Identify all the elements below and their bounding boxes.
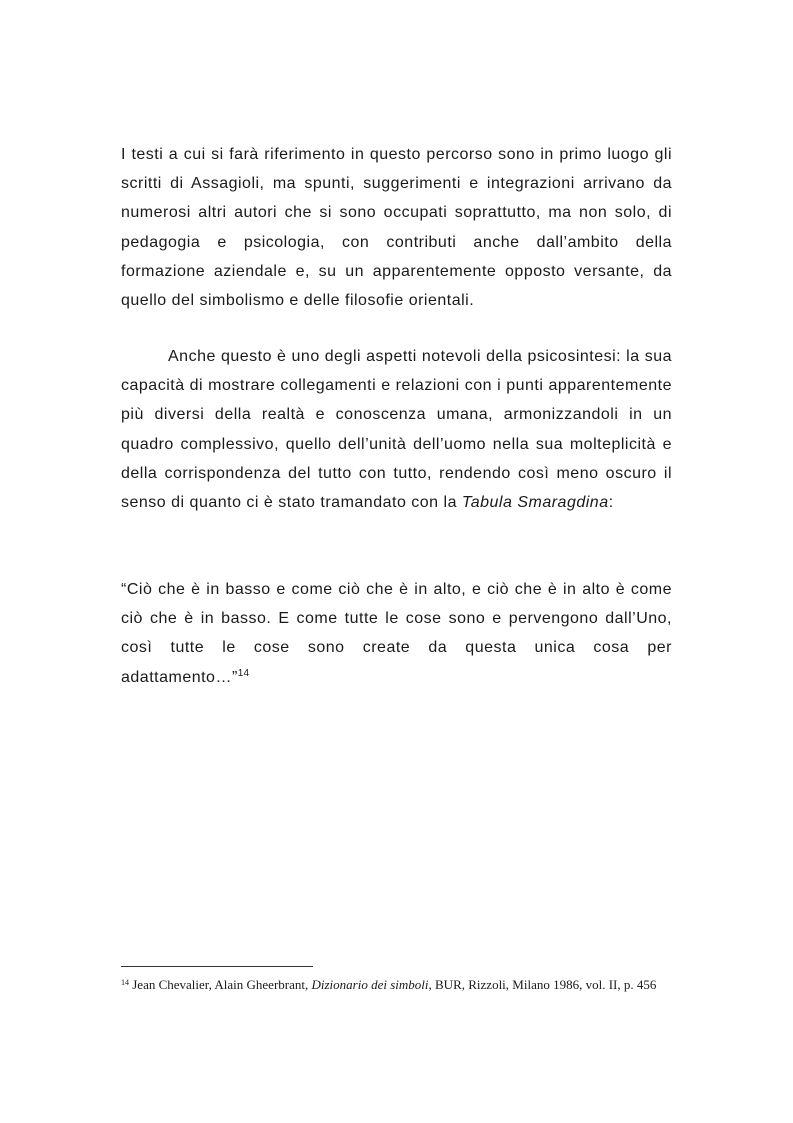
- footnote-divider: [121, 966, 313, 967]
- footnote-reference[interactable]: 14: [237, 667, 250, 679]
- body-paragraph-2: [121, 342, 672, 517]
- quotation-body: “Ciò che è in basso e come ciò che è in alto, e ciò che è in alto è come ciò che è in basso. E come tutte le cose sono e pervengono dall’Uno, così tutte le cose sono create da questa unica cosa per adattamento…”: [121, 581, 672, 686]
- paragraph-text-end: :: [608, 494, 614, 512]
- quotation-block: [121, 575, 672, 692]
- paragraph-text: I testi a cui si farà riferimento in questo percorso sono in primo luogo gli scritti di Assagioli, ma spunti, suggerimenti e integrazioni arrivano da numerosi altri autori che si sono occupati soprattutto, ma non solo, di pedagogia e psicologia, con contributi anche dall’ambito della formazione aziendale e, su un apparentemente opposto versante, da quello del simbolismo e delle filosofie orientali.: [121, 146, 672, 310]
- footnote-number: 14: [121, 978, 129, 987]
- paragraph-text: [121, 342, 672, 517]
- body-paragraph-1: [121, 140, 672, 315]
- quotation-text: [121, 575, 672, 692]
- paragraph-text-main: Anche questo è uno degli aspetti notevoli della psicosintesi: la sua capacità di mostrare collegamenti e relazioni con i punti apparentemente più diversi della realtà e conoscenza umana, armonizzandoli in un quadro complessivo, quello dell’unità dell’uomo nella sua molteplicità e della corrispondenza del tutto con tutto, rendendo così meno oscuro il senso di quanto ci è stato tramandato con la: [121, 348, 672, 512]
- footnote-text-authors: Jean Chevalier, Alain Gheerbrant,: [129, 977, 312, 992]
- footnote-text-publisher: , BUR, Rizzoli, Milano 1986, vol. II, p. 456: [428, 977, 657, 992]
- italic-title: Tabula Smaragdina: [461, 494, 609, 512]
- footnote-book-title: Dizionario dei simboli: [311, 977, 429, 992]
- footnote: [121, 975, 672, 995]
